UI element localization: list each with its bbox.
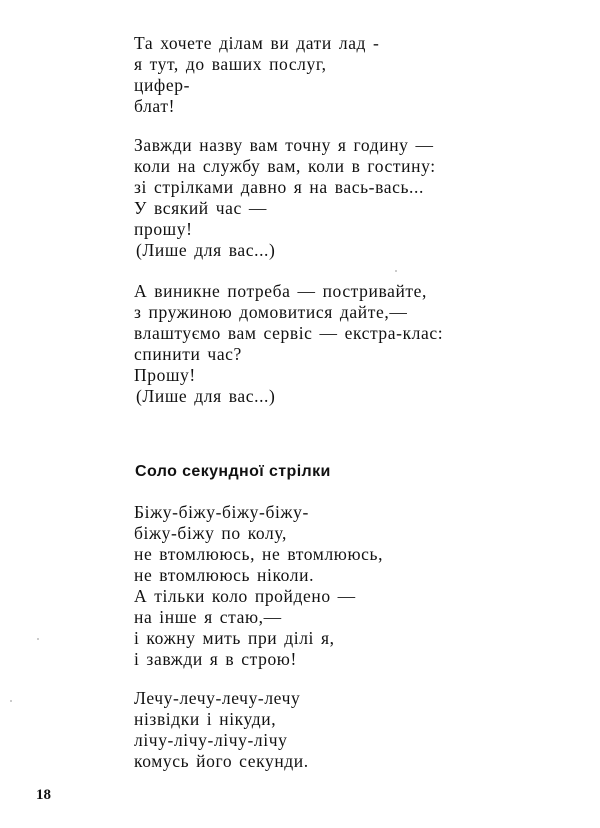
poem-line: лічу-лічу-лічу-лічу (134, 730, 288, 750)
poem-line: і кожну мить при ділі я, (134, 628, 335, 648)
poem-line: і завжди я в строю! (134, 649, 297, 669)
poem-line: коли на службу вам, коли в гостину: (134, 156, 436, 176)
poem-2-stanza-1 (134, 502, 383, 670)
poem-line: не втомлююсь ніколи. (134, 565, 315, 585)
scan-speck (10, 700, 12, 702)
poem-line: прошу! (134, 219, 193, 239)
poem-line: на інше я стаю,— (134, 607, 282, 627)
page-number: 18 (36, 787, 51, 803)
poem-1-stanza-3 (134, 281, 443, 407)
poem-line: А тільки коло пройдено — (134, 586, 356, 606)
poem-line: я тут, до ваших послуг, (134, 54, 327, 74)
poem-line: Завжди назву вам точну я годину — (134, 135, 434, 155)
poem-line: Біжу-біжу-біжу-біжу- (134, 502, 309, 522)
scan-speck (395, 270, 397, 272)
scan-speck (37, 638, 39, 640)
poem-line: біжу-біжу по колу, (134, 523, 287, 543)
poem-line: комусь його секунди. (134, 751, 309, 771)
poem-line: А виникне потреба — постривайте, (134, 281, 428, 301)
poem-line: влаштуємо вам сервіс — екстра-клас: (134, 323, 444, 343)
poem-2-stanza-2 (134, 688, 309, 772)
poem-line: з пружиною домовитися дайте,— (134, 302, 408, 322)
poem-line: зі стрілками давно я на вась-вась... (134, 177, 424, 197)
poem-line: Лечу-лечу-лечу-лечу (134, 688, 301, 708)
poem-line: блат! (134, 96, 175, 116)
poem-1-stanza-2 (134, 135, 436, 261)
poem-line: цифер- (134, 75, 191, 95)
poem-line: У всякий час — (134, 198, 267, 218)
poem-2-title: Соло секундної стрілки (135, 463, 331, 480)
poem-line: не втомлююсь, не втомлююсь, (134, 544, 384, 564)
poem-line: спинити час? (134, 344, 242, 364)
poem-line: (Лише для вас...) (136, 240, 276, 260)
poem-line: Прошу! (134, 365, 196, 385)
poem-1-stanza-1 (134, 33, 379, 117)
poem-line: (Лише для вас...) (136, 386, 276, 406)
poem-line: Та хочете ділам ви дати лад - (134, 33, 380, 53)
poem-line: нізвідки і нікуди, (134, 709, 277, 729)
